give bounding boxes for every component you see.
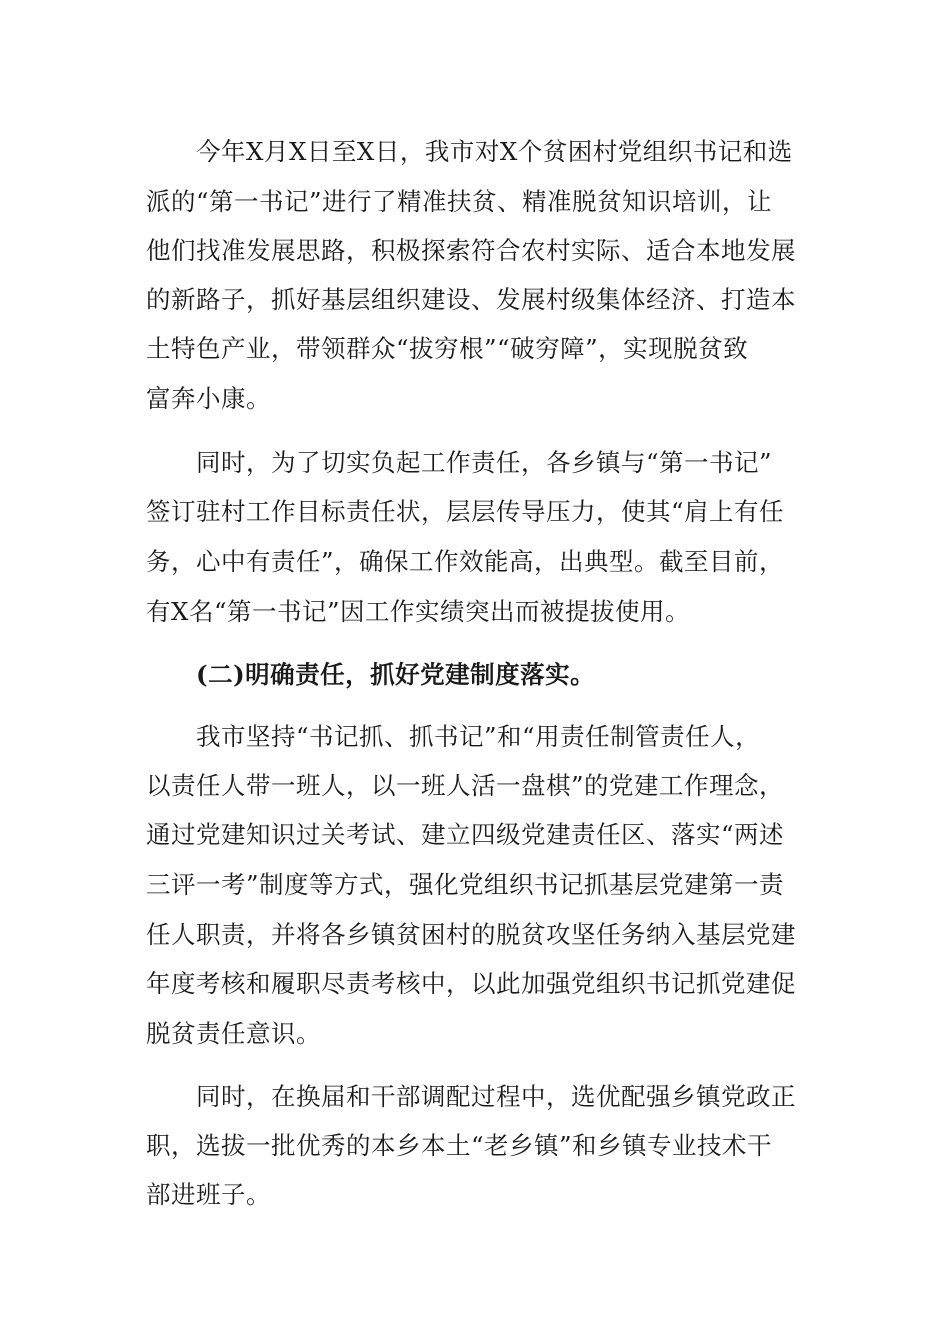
heading-text: (二)明确责任，抓好党建制度落实。 bbox=[196, 660, 596, 689]
text-line: 脱贫责任意识。 bbox=[146, 1019, 321, 1048]
text-line: 派的“第一书记”进行了精准扶贫、精准脱贫知识培训，让 bbox=[146, 187, 773, 216]
text-line: 年度考核和履职尽责考核中，以此加强党组织书记抓党建促 bbox=[146, 969, 796, 998]
text-line: 部进班子。 bbox=[146, 1180, 271, 1209]
text-line: 通过党建知识过关考试、建立四级党建责任区、落实“两述 bbox=[146, 820, 785, 849]
text-line: 我市坚持“书记抓、抓书记”和“用责任制管责任人， bbox=[196, 722, 761, 751]
text-line: 务，心中有责任”，确保工作效能高，出典型。截至目前， bbox=[146, 547, 785, 576]
text-line: 职，选拔一批优秀的本乡本土“老乡镇”和乡镇专业技术干 bbox=[146, 1131, 773, 1160]
text-line: 今年X月X日至X日，我市对X个贫困村党组织书记和选 bbox=[196, 137, 793, 166]
text-line: 三评一考”制度等方式，强化党组织书记抓基层党建第一责 bbox=[146, 870, 785, 899]
text-line: 富奔小康。 bbox=[146, 384, 271, 413]
text-line: 土特色产业，带领群众“拔穷根”“破穷障”，实现脱贫致 bbox=[146, 334, 749, 363]
text-line: 任人职责，并将各乡镇贫困村的脱贫攻坚任务纳入基层党建 bbox=[146, 920, 796, 949]
text-line: 他们找准发展思路，积极探索符合农村实际、适合本地发展 bbox=[146, 236, 796, 265]
text-line: 的新路子，抓好基层组织建设、发展村级集体经济、打造本 bbox=[146, 285, 796, 314]
text-line: 同时，为了切实负起工作责任，各乡镇与“第一书记” bbox=[196, 448, 773, 477]
text-line: 以责任人带一班人，以一班人活一盘棋”的党建工作理念， bbox=[146, 771, 785, 800]
text-line: 有X名“第一书记”因工作实绩突出而被提拔使用。 bbox=[146, 597, 690, 626]
text-line: 同时，在换届和干部调配过程中，选优配强乡镇党政正 bbox=[196, 1082, 796, 1111]
text-line: 签订驻村工作目标责任状，层层传导压力，使其“肩上有任 bbox=[146, 497, 785, 526]
